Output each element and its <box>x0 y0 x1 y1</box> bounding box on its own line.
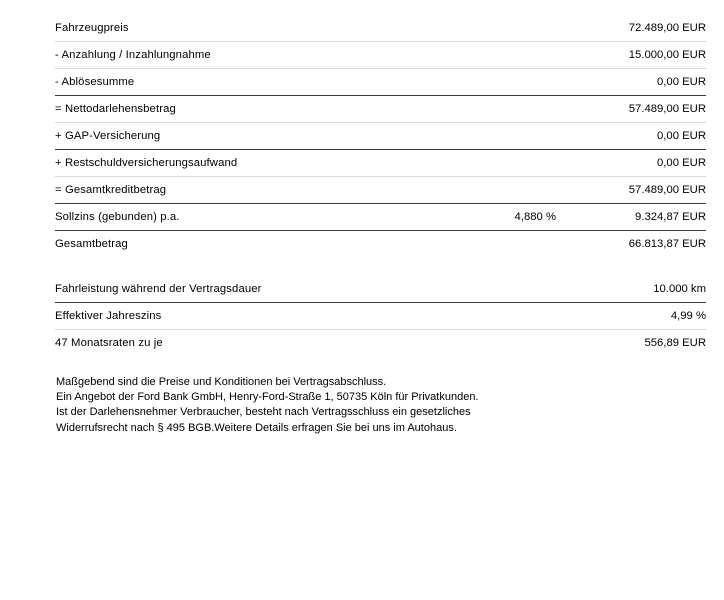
row-value: 57.489,00 EUR <box>628 103 706 115</box>
row-label: + GAP-Versicherung <box>55 130 161 142</box>
row-value: 4,99 % <box>670 310 706 322</box>
table-row <box>55 230 706 257</box>
row-value: 9.324,87 EUR <box>635 211 706 223</box>
row-label: - Ablösesumme <box>55 76 135 88</box>
footnote-line: Ein Angebot der Ford Bank GmbH, Henry-Ford-Straße 1, 50735 Köln für Privatkunden. <box>56 391 479 404</box>
row-value: 15.000,00 EUR <box>628 49 706 61</box>
table-row <box>55 41 706 68</box>
legal-footnote <box>56 375 656 436</box>
row-label: Sollzins (gebunden) p.a. <box>55 211 180 223</box>
table-row <box>55 275 706 302</box>
row-label: - Anzahlung / Inzahlungnahme <box>55 49 211 61</box>
table-row <box>55 302 706 329</box>
row-value: 0,00 EUR <box>657 157 706 169</box>
row-label: Fahrleistung während der Vertragsdauer <box>55 282 262 295</box>
finance-table <box>55 14 706 356</box>
table-row <box>55 149 706 176</box>
table-row <box>55 14 706 41</box>
row-value: 0,00 EUR <box>657 130 706 142</box>
row-label: = Nettodarlehensbetrag <box>55 103 176 115</box>
row-label: Effektiver Jahreszins <box>55 310 162 322</box>
row-value: 57.489,00 EUR <box>628 184 706 196</box>
footnote-line: Maßgebend sind die Preise und Konditionen bei Vertragsabschluss. <box>56 376 387 388</box>
row-label: 47 Monatsraten zu je <box>55 337 163 349</box>
row-label: Fahrzeugpreis <box>55 21 129 34</box>
row-rate: 4,880 % <box>514 211 556 223</box>
footnote-line: Ist der Darlehensnehmer Verbraucher, besteht nach Vertragsschluss ein gesetzliches <box>56 406 471 419</box>
footnote-line: Widerrufsrecht nach § 495 BGB.Weitere Details erfragen Sie bei uns im Autohaus. <box>56 421 457 434</box>
row-value: 66.813,87 EUR <box>628 238 706 250</box>
row-label: Gesamtbetrag <box>55 238 128 250</box>
row-value: 10.000 km <box>653 282 706 295</box>
row-value: 556,89 EUR <box>644 337 706 349</box>
table-row <box>55 68 706 95</box>
row-label: + Restschuldversicherungsaufwand <box>55 157 238 169</box>
table-row <box>55 176 706 203</box>
row-label: = Gesamtkreditbetrag <box>55 184 167 196</box>
table-row <box>55 203 706 230</box>
row-value: 72.489,00 EUR <box>628 21 706 34</box>
row-value: 0,00 EUR <box>657 76 706 88</box>
table-row <box>55 122 706 149</box>
table-row <box>55 329 706 356</box>
table-row <box>55 95 706 122</box>
